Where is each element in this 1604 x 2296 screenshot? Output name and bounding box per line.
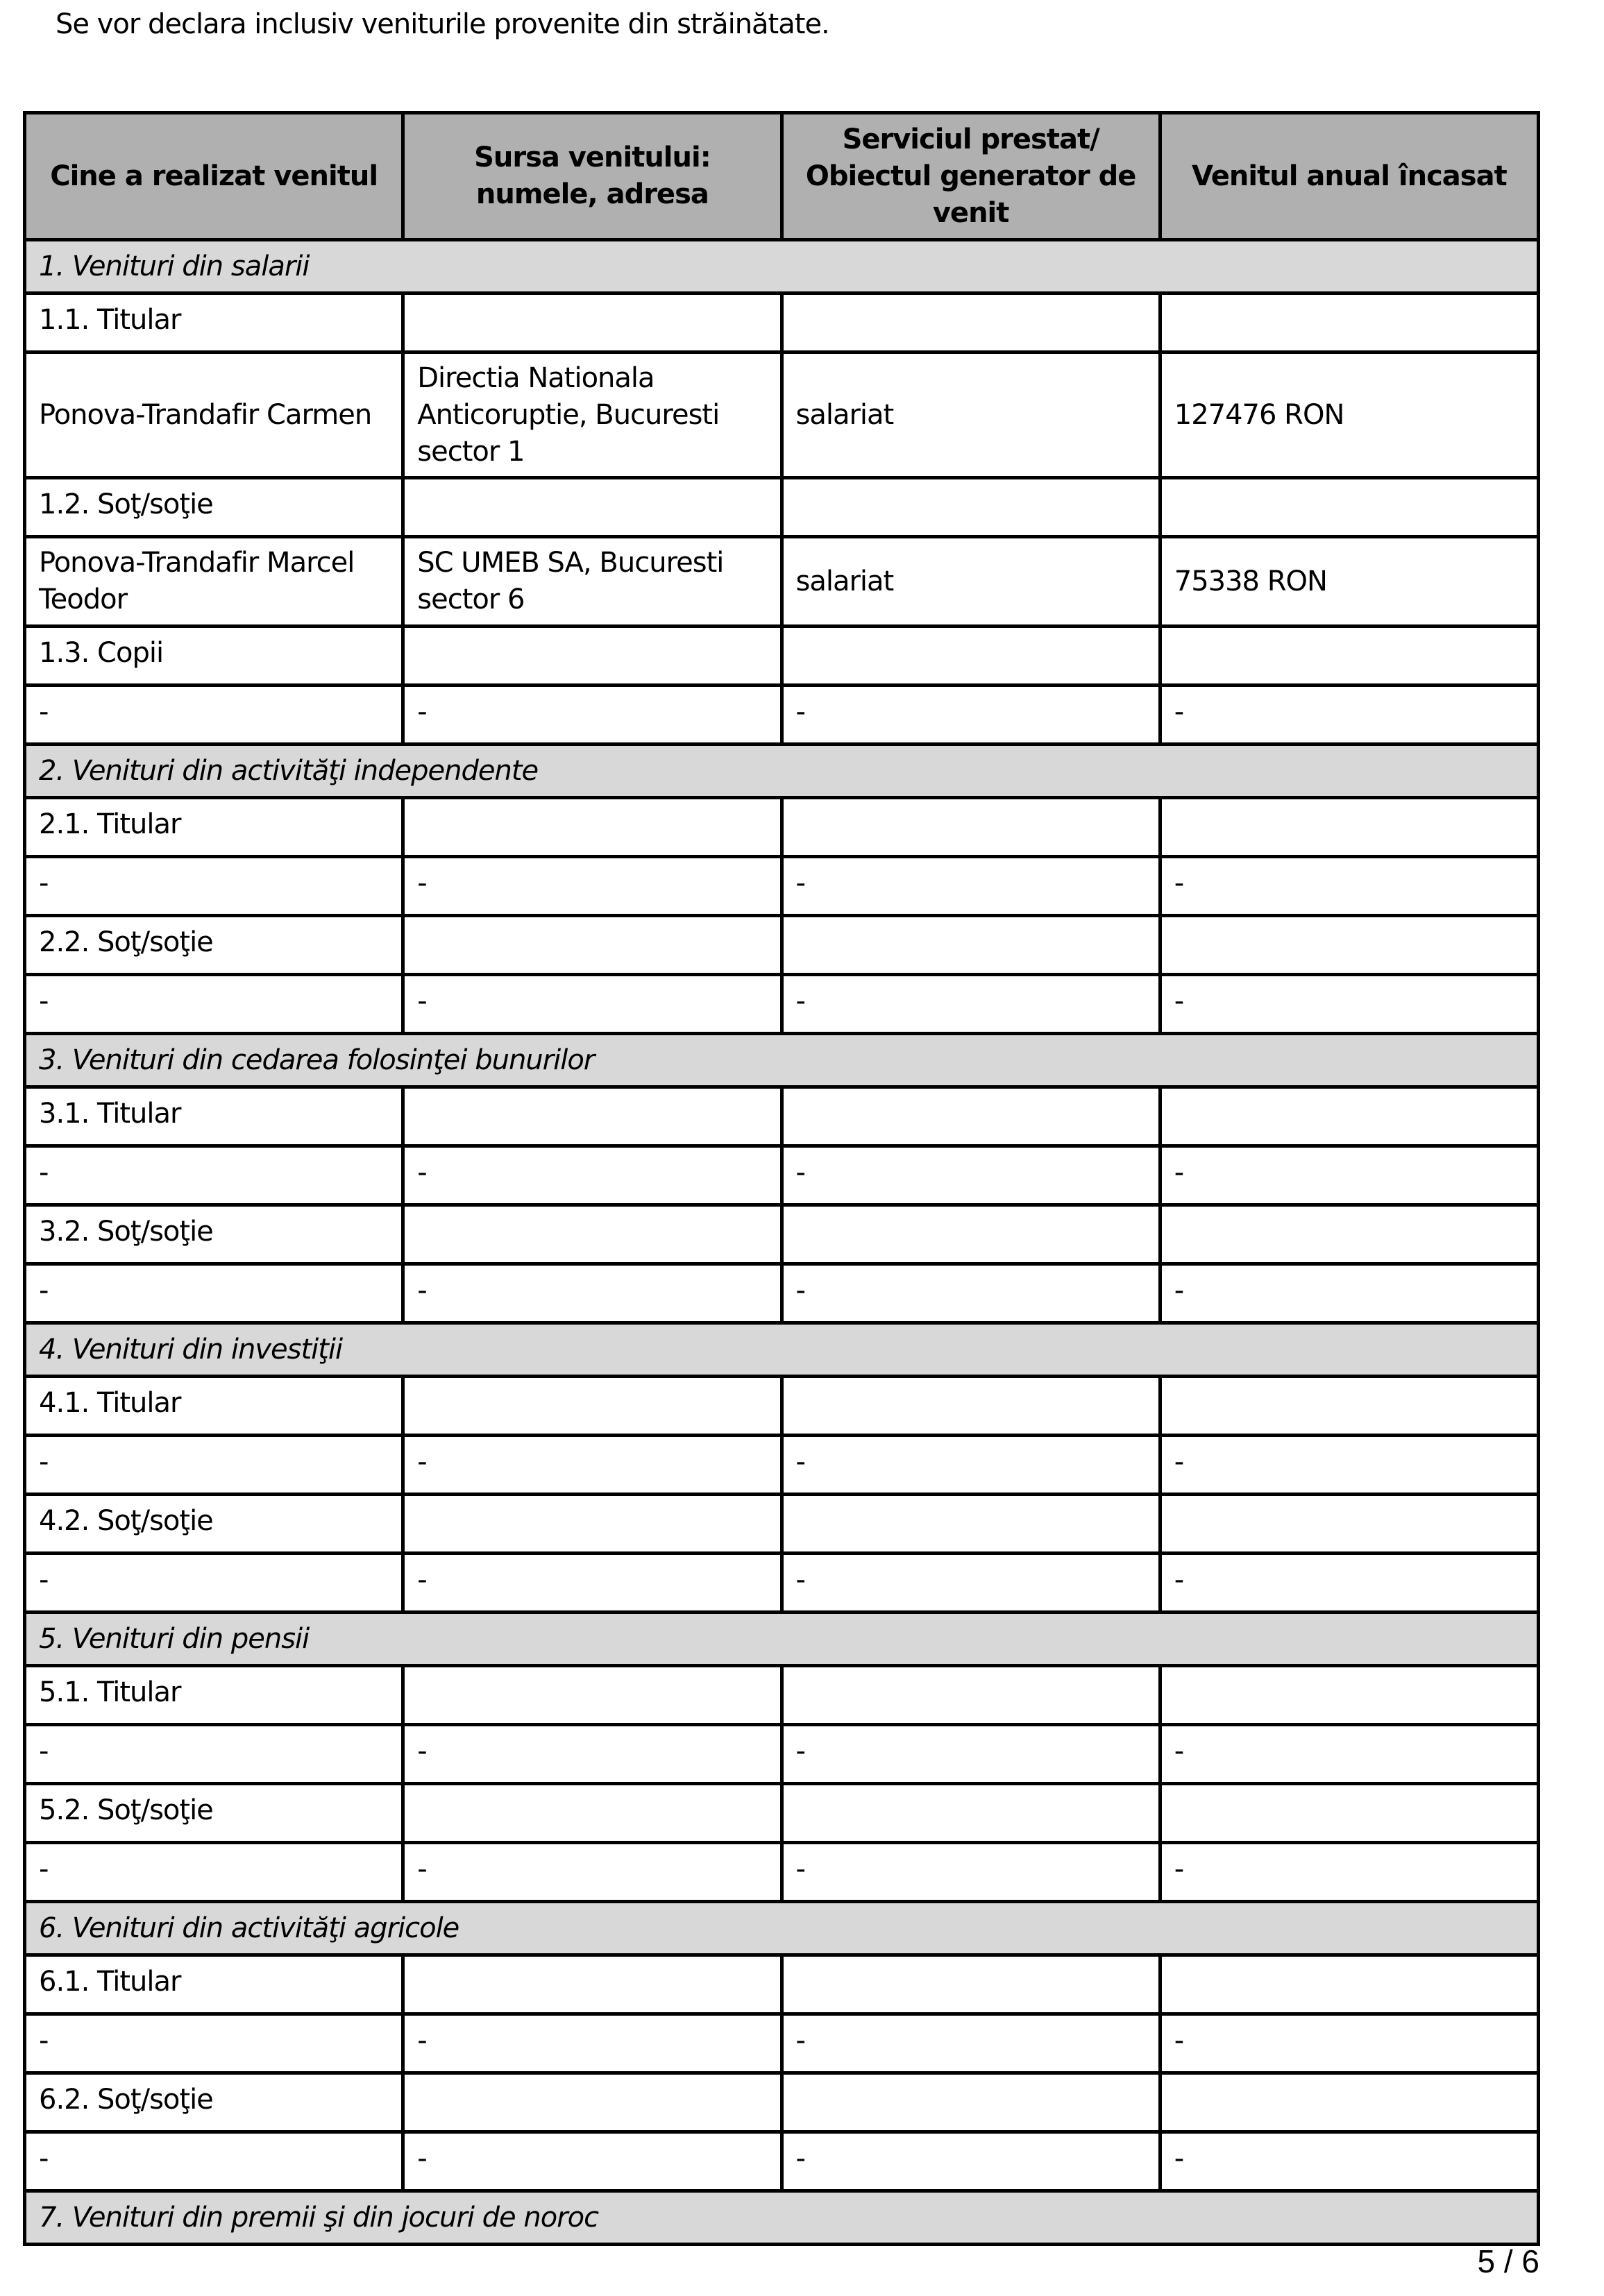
cell-source: -: [403, 1843, 782, 1902]
table-row: [25, 916, 1539, 975]
cell-source: -: [403, 975, 782, 1034]
cell-who: -: [25, 857, 403, 916]
cell-source: -: [403, 2132, 782, 2191]
cell-source: -: [403, 1264, 782, 1323]
cell-who: -: [25, 686, 403, 745]
table-row: [25, 1495, 1539, 1554]
cell-service: salariat: [782, 537, 1160, 627]
section-row: [25, 1613, 1539, 1666]
table-row: [25, 1264, 1539, 1323]
table-row: [25, 1205, 1539, 1264]
cell-source: Directia Nationala Anticoruptie, Bucuresti sector 1: [403, 352, 782, 478]
cell-income: [1160, 1205, 1538, 1264]
cell-who: -: [25, 1264, 403, 1323]
table-row: [25, 1955, 1539, 2014]
section-row: [25, 1902, 1539, 1955]
cell-income: -: [1160, 2014, 1538, 2073]
table-row: [25, 1436, 1539, 1495]
cell-source: [403, 294, 782, 352]
cell-income: -: [1160, 1554, 1538, 1613]
cell-income: [1160, 1087, 1538, 1146]
table-row: [25, 1666, 1539, 1725]
cell-source: -: [403, 1436, 782, 1495]
cell-who: 2.2. Soţ/soţie: [25, 916, 403, 975]
section-label: 7. Venituri din premii şi din jocuri de noroc: [25, 2191, 1539, 2245]
section-label: 2. Venituri din activităţi independente: [25, 745, 1539, 798]
cell-service: [782, 1495, 1160, 1554]
cell-service: [782, 478, 1160, 537]
table-row: [25, 857, 1539, 916]
cell-income: 75338 RON: [1160, 537, 1538, 627]
cell-source: -: [403, 2014, 782, 2073]
cell-who: 2.1. Titular: [25, 798, 403, 857]
section-label: 6. Venituri din activităţi agricole: [25, 1902, 1539, 1955]
table-row: [25, 1843, 1539, 1902]
cell-income: -: [1160, 2132, 1538, 2191]
cell-who: 5.2. Soţ/soţie: [25, 1784, 403, 1843]
cell-who: 6.1. Titular: [25, 1955, 403, 2014]
cell-source: -: [403, 1725, 782, 1784]
table-row: [25, 2073, 1539, 2132]
table-row: [25, 1146, 1539, 1205]
table-row: [25, 1377, 1539, 1436]
cell-service: -: [782, 686, 1160, 745]
table-row: [25, 1725, 1539, 1784]
cell-who: 5.1. Titular: [25, 1666, 403, 1725]
cell-service: [782, 916, 1160, 975]
cell-who: 1.2. Soţ/soţie: [25, 478, 403, 537]
header-source: Sursa venitului: numele, adresa: [403, 113, 782, 240]
cell-service: -: [782, 1554, 1160, 1613]
cell-income: -: [1160, 1146, 1538, 1205]
table-row: [25, 2132, 1539, 2191]
table-row: [25, 537, 1539, 627]
cell-source: -: [403, 857, 782, 916]
cell-service: [782, 1666, 1160, 1725]
page-number: 5 / 6: [1477, 2243, 1539, 2279]
table-body: [25, 240, 1539, 2245]
cell-service: -: [782, 1436, 1160, 1495]
header-annual-income: Venitul anual încasat: [1160, 113, 1538, 240]
section-row: [25, 1034, 1539, 1087]
cell-income: 127476 RON: [1160, 352, 1538, 478]
cell-source: -: [403, 1146, 782, 1205]
table-row: [25, 798, 1539, 857]
cell-income: [1160, 798, 1538, 857]
cell-service: [782, 627, 1160, 686]
cell-who: -: [25, 1843, 403, 1902]
cell-source: [403, 798, 782, 857]
cell-service: -: [782, 857, 1160, 916]
table-row: [25, 2014, 1539, 2073]
cell-service: [782, 798, 1160, 857]
cell-income: [1160, 627, 1538, 686]
cell-service: [782, 1377, 1160, 1436]
section-label: 5. Venituri din pensii: [25, 1613, 1539, 1666]
cell-service: -: [782, 2014, 1160, 2073]
income-table: [23, 111, 1540, 2246]
cell-source: [403, 478, 782, 537]
table-row: [25, 478, 1539, 537]
cell-source: [403, 1087, 782, 1146]
table-row: [25, 294, 1539, 352]
cell-source: [403, 2073, 782, 2132]
cell-income: [1160, 2073, 1538, 2132]
header-who: Cine a realizat venitul: [25, 113, 403, 240]
cell-source: [403, 1666, 782, 1725]
cell-who: 4.1. Titular: [25, 1377, 403, 1436]
cell-income: [1160, 478, 1538, 537]
cell-who: -: [25, 1146, 403, 1205]
table-row: [25, 975, 1539, 1034]
section-row: [25, 240, 1539, 294]
cell-source: [403, 1205, 782, 1264]
table-row: [25, 627, 1539, 686]
cell-service: [782, 1205, 1160, 1264]
cell-who: 3.2. Soţ/soţie: [25, 1205, 403, 1264]
cell-service: -: [782, 975, 1160, 1034]
cell-who: 1.1. Titular: [25, 294, 403, 352]
cell-service: -: [782, 1264, 1160, 1323]
cell-service: -: [782, 2132, 1160, 2191]
cell-source: SC UMEB SA, Bucuresti sector 6: [403, 537, 782, 627]
intro-note: Se vor declara inclusiv veniturile provenite din străinătate.: [56, 8, 829, 40]
cell-source: [403, 627, 782, 686]
section-row: [25, 2191, 1539, 2245]
cell-who: -: [25, 1725, 403, 1784]
table-row: [25, 686, 1539, 745]
section-label: 4. Venituri din investiţii: [25, 1323, 1539, 1377]
cell-income: [1160, 916, 1538, 975]
table-row: [25, 1087, 1539, 1146]
cell-source: [403, 1377, 782, 1436]
cell-service: [782, 294, 1160, 352]
cell-source: [403, 1784, 782, 1843]
cell-source: [403, 1495, 782, 1554]
cell-who: -: [25, 2014, 403, 2073]
cell-who: 4.2. Soţ/soţie: [25, 1495, 403, 1554]
cell-income: [1160, 294, 1538, 352]
cell-who: -: [25, 975, 403, 1034]
cell-who: -: [25, 1554, 403, 1613]
cell-who: -: [25, 2132, 403, 2191]
cell-income: -: [1160, 1436, 1538, 1495]
section-label: 3. Venituri din cedarea folosinţei bunurilor: [25, 1034, 1539, 1087]
cell-service: salariat: [782, 352, 1160, 478]
table-header-row: [25, 113, 1539, 240]
cell-source: -: [403, 686, 782, 745]
cell-income: [1160, 1666, 1538, 1725]
section-row: [25, 745, 1539, 798]
cell-source: -: [403, 1554, 782, 1613]
cell-service: -: [782, 1146, 1160, 1205]
table-row: [25, 352, 1539, 478]
section-label: 1. Venituri din salarii: [25, 240, 1539, 294]
cell-who: Ponova-Trandafir Marcel Teodor: [25, 537, 403, 627]
cell-income: [1160, 1377, 1538, 1436]
cell-service: -: [782, 1843, 1160, 1902]
section-row: [25, 1323, 1539, 1377]
cell-service: -: [782, 1725, 1160, 1784]
cell-income: -: [1160, 1264, 1538, 1323]
cell-who: 3.1. Titular: [25, 1087, 403, 1146]
cell-source: [403, 916, 782, 975]
cell-service: [782, 2073, 1160, 2132]
cell-income: -: [1160, 1843, 1538, 1902]
cell-service: [782, 1784, 1160, 1843]
cell-who: 6.2. Soţ/soţie: [25, 2073, 403, 2132]
cell-income: -: [1160, 975, 1538, 1034]
header-service: Serviciul prestat/ Obiectul generator de venit: [782, 113, 1160, 240]
cell-income: -: [1160, 857, 1538, 916]
cell-who: Ponova-Trandafir Carmen: [25, 352, 403, 478]
table-row: [25, 1554, 1539, 1613]
table-row: [25, 1784, 1539, 1843]
cell-income: [1160, 1955, 1538, 2014]
cell-who: -: [25, 1436, 403, 1495]
cell-service: [782, 1087, 1160, 1146]
cell-who: 1.3. Copii: [25, 627, 403, 686]
cell-income: [1160, 1784, 1538, 1843]
cell-income: [1160, 1495, 1538, 1554]
cell-service: [782, 1955, 1160, 2014]
cell-source: [403, 1955, 782, 2014]
cell-income: -: [1160, 1725, 1538, 1784]
cell-income: -: [1160, 686, 1538, 745]
